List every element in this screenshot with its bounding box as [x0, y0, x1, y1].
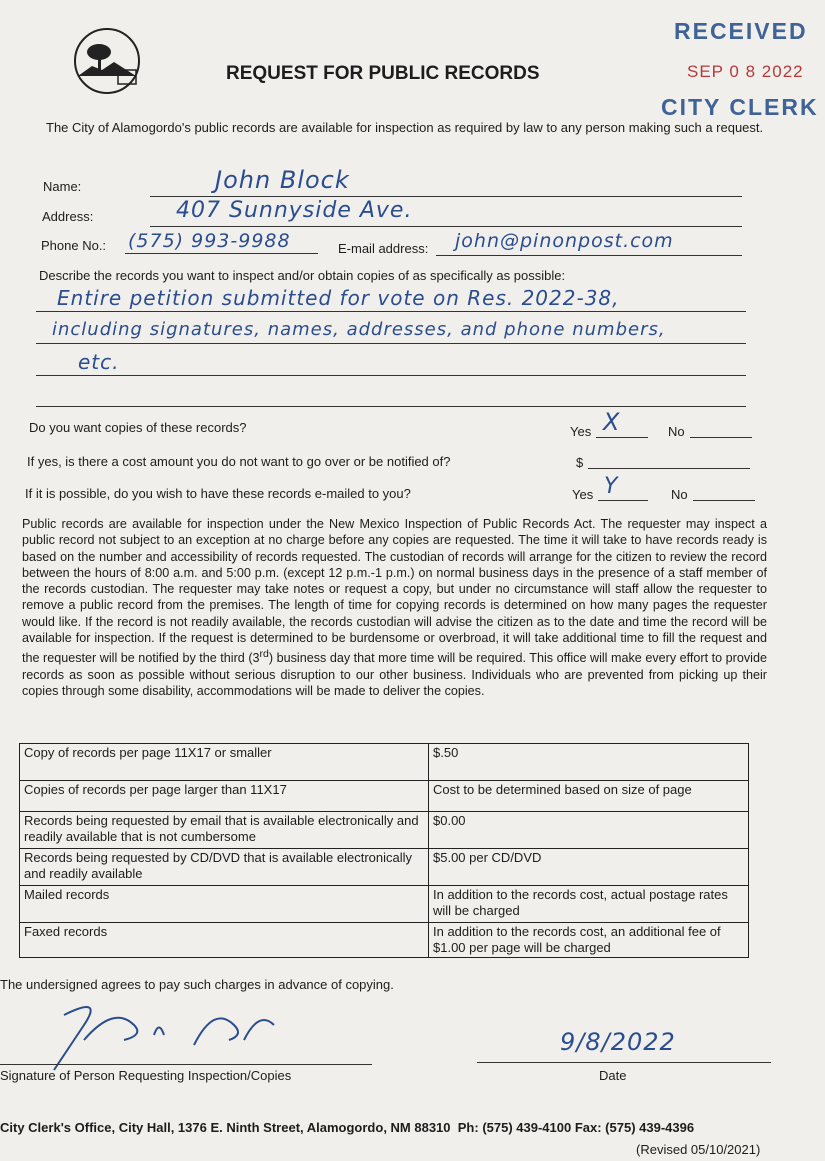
date-field[interactable]: 9/8/2022: [560, 1028, 676, 1056]
date-line: [477, 1062, 771, 1063]
received-stamp-office: CITY CLERK: [661, 94, 819, 120]
signature-line: [0, 1064, 372, 1065]
city-seal-logo: [72, 26, 142, 96]
paragraph-part-1: Public records are available for inspection under the New Mexico Inspection of Public Records Act. The requester may inspect a public record not subject to an exception at no charge before any copies are requested. The time it will take to have records ready is based on the number and accessibility of records requested. The custodian of records will arrange for the citizen to review the record between the hours of 8:00 a.m. and 5:00 p.m. (except 12 p.m.-1 p.m.) on normal business days in the presence of a staff member of the records custodian. The requester may take notes or request a copy, but under no circumstance will staff allow the requester to remove a public record from the premises. The length of time for copying records is determined on how many pages the requester would like. If the record is not readily available, the records custodian will advise the citizen as to the date and time the record will be available for inspection. If the request is determined to be burdensome or overbroad, it will take additional time to fill the request and the requester will be notified by the third (3: [22, 517, 767, 666]
email-label: E-mail address:: [338, 241, 429, 256]
address-label: Address:: [42, 209, 94, 224]
fees-table-row: [20, 781, 749, 812]
cost-dollar-sign: $: [576, 455, 584, 470]
footer-contact: [0, 1120, 694, 1135]
fee-item-cell: Records being requested by CD/DVD that is available electronically and readily available: [20, 849, 429, 886]
copies-no-label: No: [668, 424, 685, 439]
copies-yes-label: Yes: [570, 424, 592, 439]
email-no-line[interactable]: [693, 500, 755, 501]
fees-table-row: [20, 812, 749, 849]
fee-item-cell: Records being requested by email that is available electronically and readily available that is not cumbersome: [20, 812, 429, 849]
name-line: [150, 196, 742, 197]
intro-text: The City of Alamogordo's public records are available for inspection as required by law to any person making such a request.: [46, 120, 764, 135]
records-act-paragraph: [22, 516, 767, 699]
fee-item-cell: Copy of records per page 11X17 or smaller: [20, 744, 429, 781]
copies-yes-mark[interactable]: X: [603, 408, 621, 436]
fee-item-cell: Mailed records: [20, 886, 429, 923]
copies-no-line[interactable]: [690, 437, 752, 438]
cost-question: If yes, is there a cost amount you do not want to go over or be notified of?: [27, 454, 451, 469]
revised-date: (Revised 05/10/2021): [636, 1142, 761, 1157]
fee-cost-cell: Cost to be determined based on size of page: [429, 781, 749, 812]
name-field[interactable]: John Block: [215, 166, 350, 194]
email-yes-label: Yes: [572, 487, 594, 502]
fee-item-cell: Copies of records per page larger than 11X17: [20, 781, 429, 812]
fees-table-row: [20, 849, 749, 886]
email-yes-line: [598, 500, 648, 501]
paragraph-part-2: ) business day that more time will be required. This office will make every effort to provide records as soon as possible without serious disruption to our other business. Individuals who are prevented from picking up their copies through some disability, accommodations will be made to deliver the copies.: [22, 651, 767, 699]
footer-phone: Ph: (575) 439-4100 Fax: (575) 439-4396: [457, 1120, 695, 1135]
phone-line: [125, 253, 318, 254]
describe-line-4: [36, 406, 746, 407]
date-label: Date: [599, 1068, 627, 1083]
fees-table-row: [20, 923, 749, 958]
fees-table: [19, 743, 749, 958]
cost-amount-line[interactable]: [588, 468, 750, 469]
describe-text-line-1[interactable]: Entire petition submitted for vote on Res. 2022-38,: [57, 286, 620, 310]
describe-line-1: [36, 311, 746, 312]
phone-field[interactable]: (575) 993-9988: [128, 230, 291, 252]
name-label: Name:: [43, 179, 82, 194]
email-yes-mark[interactable]: Y: [604, 474, 619, 499]
fee-cost-cell: In addition to the records cost, an additional fee of $1.00 per page will be charged: [429, 923, 749, 958]
footer-address: City Clerk's Office, City Hall, 1376 E. Ninth Street, Alamogordo, NM 88310: [0, 1120, 451, 1135]
email-line: [436, 255, 742, 256]
handwritten-signature: [44, 995, 284, 1075]
describe-line-2: [36, 343, 746, 344]
signature-label: Signature of Person Requesting Inspection/Copies: [0, 1068, 292, 1083]
fee-cost-cell: $0.00: [429, 812, 749, 849]
fee-item-cell: Faxed records: [20, 923, 429, 958]
phone-label: Phone No.:: [41, 238, 107, 253]
describe-label: Describe the records you want to inspect and/or obtain copies of as specifically as possible:: [39, 268, 566, 283]
fee-cost-cell: $.50: [429, 744, 749, 781]
email-field[interactable]: john@pinonpost.com: [455, 230, 674, 252]
agreement-text: The undersigned agrees to pay such charges in advance of copying.: [0, 977, 394, 992]
copies-question: Do you want copies of these records?: [29, 420, 247, 435]
email-question: If it is possible, do you wish to have these records e-mailed to you?: [25, 486, 411, 501]
describe-line-3: [36, 375, 746, 376]
fee-cost-cell: $5.00 per CD/DVD: [429, 849, 749, 886]
email-no-label: No: [671, 487, 688, 502]
copies-yes-line: [596, 437, 648, 438]
paragraph-superscript: rd: [259, 648, 269, 661]
form-title: REQUEST FOR PUBLIC RECORDS: [226, 63, 540, 84]
received-stamp: RECEIVED: [674, 18, 808, 44]
received-stamp-date: SEP 0 8 2022: [687, 62, 804, 81]
fee-cost-cell: In addition to the records cost, actual postage rates will be charged: [429, 886, 749, 923]
fees-table-row: [20, 886, 749, 923]
address-field[interactable]: 407 Sunnyside Ave.: [176, 198, 413, 223]
address-line: [150, 226, 742, 227]
fees-table-row: [20, 744, 749, 781]
describe-text-line-2[interactable]: including signatures, names, addresses, and phone numbers,: [52, 319, 666, 340]
describe-text-line-3[interactable]: etc.: [78, 350, 120, 374]
